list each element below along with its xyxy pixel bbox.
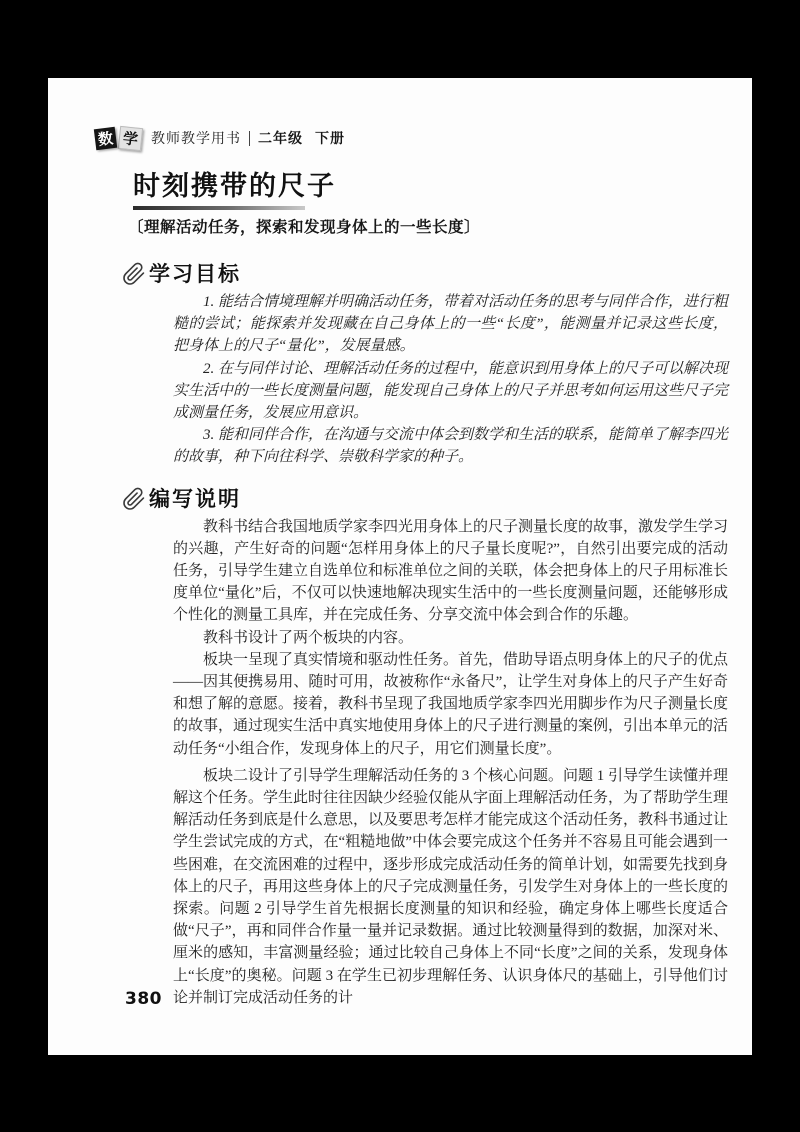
- notes-body: [173, 516, 728, 1009]
- objectives-body: [173, 291, 728, 469]
- page-number: 380: [125, 989, 162, 1009]
- section-learning-objectives: [48, 261, 752, 469]
- section-editorial-notes: [48, 486, 752, 1009]
- logo-math-char1: 数: [94, 126, 117, 149]
- notes-paragraph: 板块一呈现了真实情境和驱动性任务。首先，借助导语点明身体上的尺子的优点——因其便携易用、随时可用，故被称作“永备尺”，让学生对身体上的尺子产生好奇和想了解的意愿。接着，教科书呈现了我国地质学家李四光用脚步作为尺子测量长度的故事，通过现实生活中真实地使用身体上的尺子进行测量的案例，引出本单元的活动任务“小组合作，发现身体上的尺子，用它们测量长度”。: [173, 651, 729, 757]
- grade-label: 二年级: [258, 131, 303, 147]
- book-page: [48, 78, 752, 1055]
- lesson-title: 时刻携带的尺子: [133, 171, 336, 202]
- objective-item: 3. 能和同伴合作，在沟通与交流中体会到数学和生活的联系，能简单了解李四光的故事，种下向往科学、崇敬科学家的种子。: [173, 427, 729, 466]
- section-heading-objectives: [122, 261, 752, 287]
- paperclip-icon: [122, 487, 146, 511]
- section-heading-notes: [122, 486, 752, 512]
- volume-label: 下册: [315, 131, 345, 147]
- series-title: 教师教学用书: [151, 131, 241, 147]
- logo-math-char2: 学: [118, 125, 143, 150]
- objective-item: 1. 能结合情境理解并明确活动任务，带着对活动任务的思考与同伴合作，进行粗糙的尝试；能探索并发现藏在自己身体上的一些“长度”，能测量并记录这些长度，把身体上的尺子“量化”，发展量感。: [173, 294, 729, 355]
- objective-item: 2. 在与同伴讨论、理解活动任务的过程中，能意识到用身体上的尺子可以解决现实生活中的一些长度测量问题，能发现自己身体上的尺子并思考如何运用这些尺子完成测量任务，发展应用意识。: [173, 360, 729, 422]
- lesson-subtitle: 〔理解活动任务，探索和发现身体上的一些长度〕: [128, 218, 481, 236]
- page-content: [48, 78, 752, 1009]
- section-title: 编写说明: [149, 486, 241, 511]
- notes-paragraph: 教科书结合我国地质学家李四光用身体上的尺子测量长度的故事，激发学生学习的兴趣，产生好奇的问题“怎样用身体上的尺子量长度呢?”，自然引出要完成的活动任务，引导学生建立自选单位和标准单位之间的关联，体会把身体上的尺子用标准长度单位“量化”后，不仅可以快速地解决现实生活中的一些长度测量问题，还能够形成个性化的测量工具库，并在完成任务、分享交流中体会到合作的乐趣。: [173, 518, 729, 624]
- section-title: 学习目标: [149, 262, 241, 286]
- notes-paragraph: 板块二设计了引导学生理解活动任务的 3 个核心问题。问题 1 引导学生读懂并理解这个任务。学生此时往往因缺少经验仅能从字面上理解活动任务，为了帮助学生理解活动任务到底是什么意思，以及要思考怎样才能完成这个活动任务，教科书通过让学生尝试完成的方式，在“粗糙地做”中体会要完成这个任务并不容易且可能会遇到一些困难，在交流困难的过程中，逐步形成完成活动任务的简单计划，如需要先找到身体上的尺子，再用这些身体上的尺子完成测量任务，引发学生对身体上的一些长度的探索。问题 2 引导学生首先根据长度测量的知识和经验，确定身体上哪些长度适合做“尺子”，再和同伴合作量一量并记录数据。通过比较测量得到的数据，加深对米、厘米的感知，丰富测量经验；通过比较自己身体上不同“长度”之间的关系，发现身体上“长度”的奥秘。问题 3 在学生已初步理解任务、认识身体尺的基础上，引导他们讨论并制订完成活动任务的计: [173, 767, 729, 1006]
- paperclip-icon: [122, 262, 146, 286]
- title-underline: [133, 206, 305, 210]
- notes-paragraph: 教科书设计了两个板块的内容。: [203, 629, 414, 646]
